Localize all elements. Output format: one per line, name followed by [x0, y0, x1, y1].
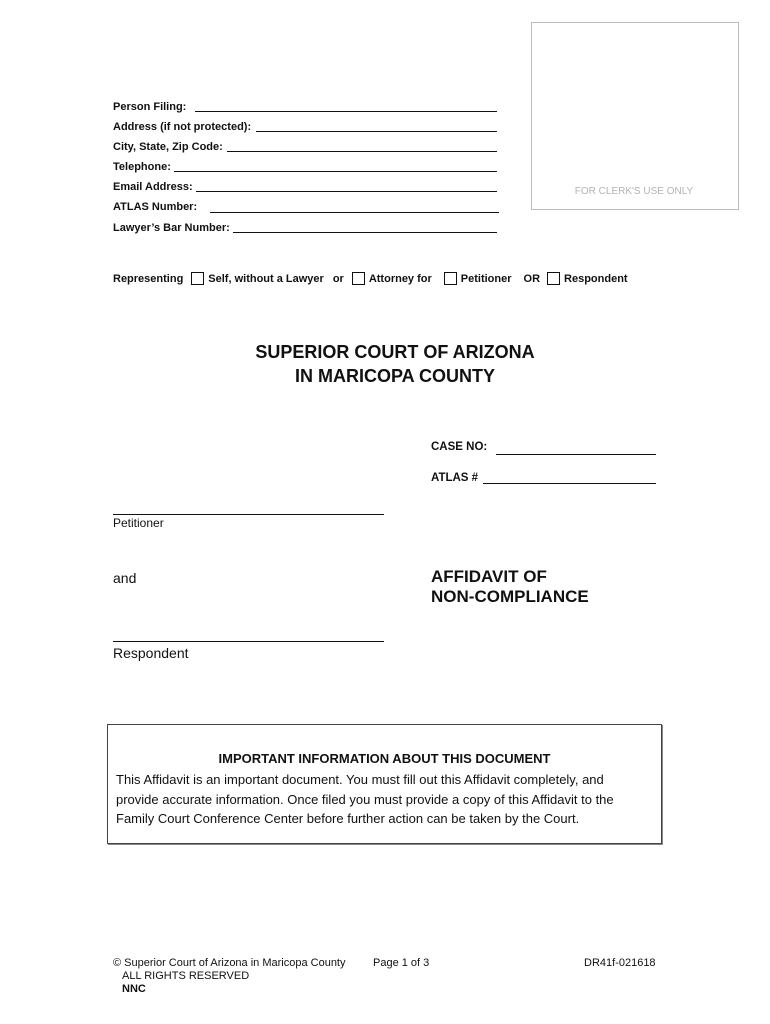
petitioner-checkbox[interactable]	[444, 272, 457, 285]
email-label: Email Address:	[113, 181, 193, 193]
respondent-option-label: Respondent	[564, 272, 628, 285]
respondent-checkbox[interactable]	[547, 272, 560, 285]
atlas-hash-field[interactable]	[483, 483, 656, 484]
document-title-line1: AFFIDAVIT OF	[431, 567, 547, 586]
address-label: Address (if not protected):	[113, 121, 252, 133]
info-body	[116, 770, 655, 829]
clerk-use-box	[531, 22, 739, 210]
city-state-zip-field[interactable]	[227, 151, 497, 152]
respondent-name-field[interactable]	[113, 641, 384, 642]
and-label: and	[113, 570, 137, 586]
or-text: or	[332, 272, 344, 285]
footer-form-code: NNC	[122, 983, 146, 995]
info-heading: IMPORTANT INFORMATION ABOUT THIS DOCUMENT	[218, 751, 551, 766]
person-filing-label: Person Filing:	[113, 101, 187, 113]
person-filing-field[interactable]	[195, 111, 497, 112]
atlas-number-field[interactable]	[210, 212, 499, 213]
footer-copyright: © Superior Court of Arizona in Maricopa County	[113, 957, 346, 969]
court-name: SUPERIOR COURT OF ARIZONA	[255, 342, 535, 362]
petitioner-label: Petitioner	[113, 516, 164, 530]
atlas-hash-label: ATLAS #	[431, 472, 479, 484]
atlas-number-label: ATLAS Number:	[113, 201, 198, 213]
info-line-1: This Affidavit is an important document. You must fill out this Affidavit completely, and	[116, 772, 604, 787]
self-option-label: Self, without a Lawyer	[208, 272, 324, 285]
self-checkbox[interactable]	[191, 272, 204, 285]
petitioner-option-label: Petitioner	[460, 272, 512, 285]
case-no-label: CASE NO:	[431, 441, 488, 453]
info-line-3: Family Court Conference Center before further action can be taken by the Court.	[116, 811, 580, 826]
petitioner-name-field[interactable]	[113, 514, 384, 515]
bar-number-field[interactable]	[233, 232, 497, 233]
info-line-2: provide accurate information. Once filed you must provide a copy of this Affidavit to the	[116, 791, 614, 807]
document-title-line2: NON-COMPLIANCE	[431, 587, 589, 606]
representing-row	[113, 272, 628, 285]
footer-rights: ALL RIGHTS RESERVED	[122, 970, 250, 982]
footer-form-id: DR41f-021618	[584, 957, 656, 969]
telephone-field[interactable]	[174, 171, 497, 172]
representing-label: Representing	[113, 272, 184, 285]
bar-number-label: Lawyer’s Bar Number:	[113, 222, 230, 234]
court-county: IN MARICOPA COUNTY	[295, 366, 495, 386]
case-no-field[interactable]	[496, 454, 656, 455]
attorney-option-label: Attorney for	[368, 272, 432, 285]
attorney-checkbox[interactable]	[352, 272, 365, 285]
clerk-use-label: FOR CLERK'S USE ONLY	[574, 186, 694, 197]
address-field[interactable]	[256, 131, 497, 132]
important-info-box	[107, 724, 662, 844]
city-state-zip-label: City, State, Zip Code:	[113, 141, 223, 153]
telephone-label: Telephone:	[113, 161, 171, 173]
document-title	[431, 567, 589, 607]
email-field[interactable]	[196, 191, 497, 192]
respondent-label: Respondent	[113, 645, 189, 661]
or-text-caps: OR	[523, 272, 541, 285]
footer-page-number: Page 1 of 3	[373, 957, 430, 969]
